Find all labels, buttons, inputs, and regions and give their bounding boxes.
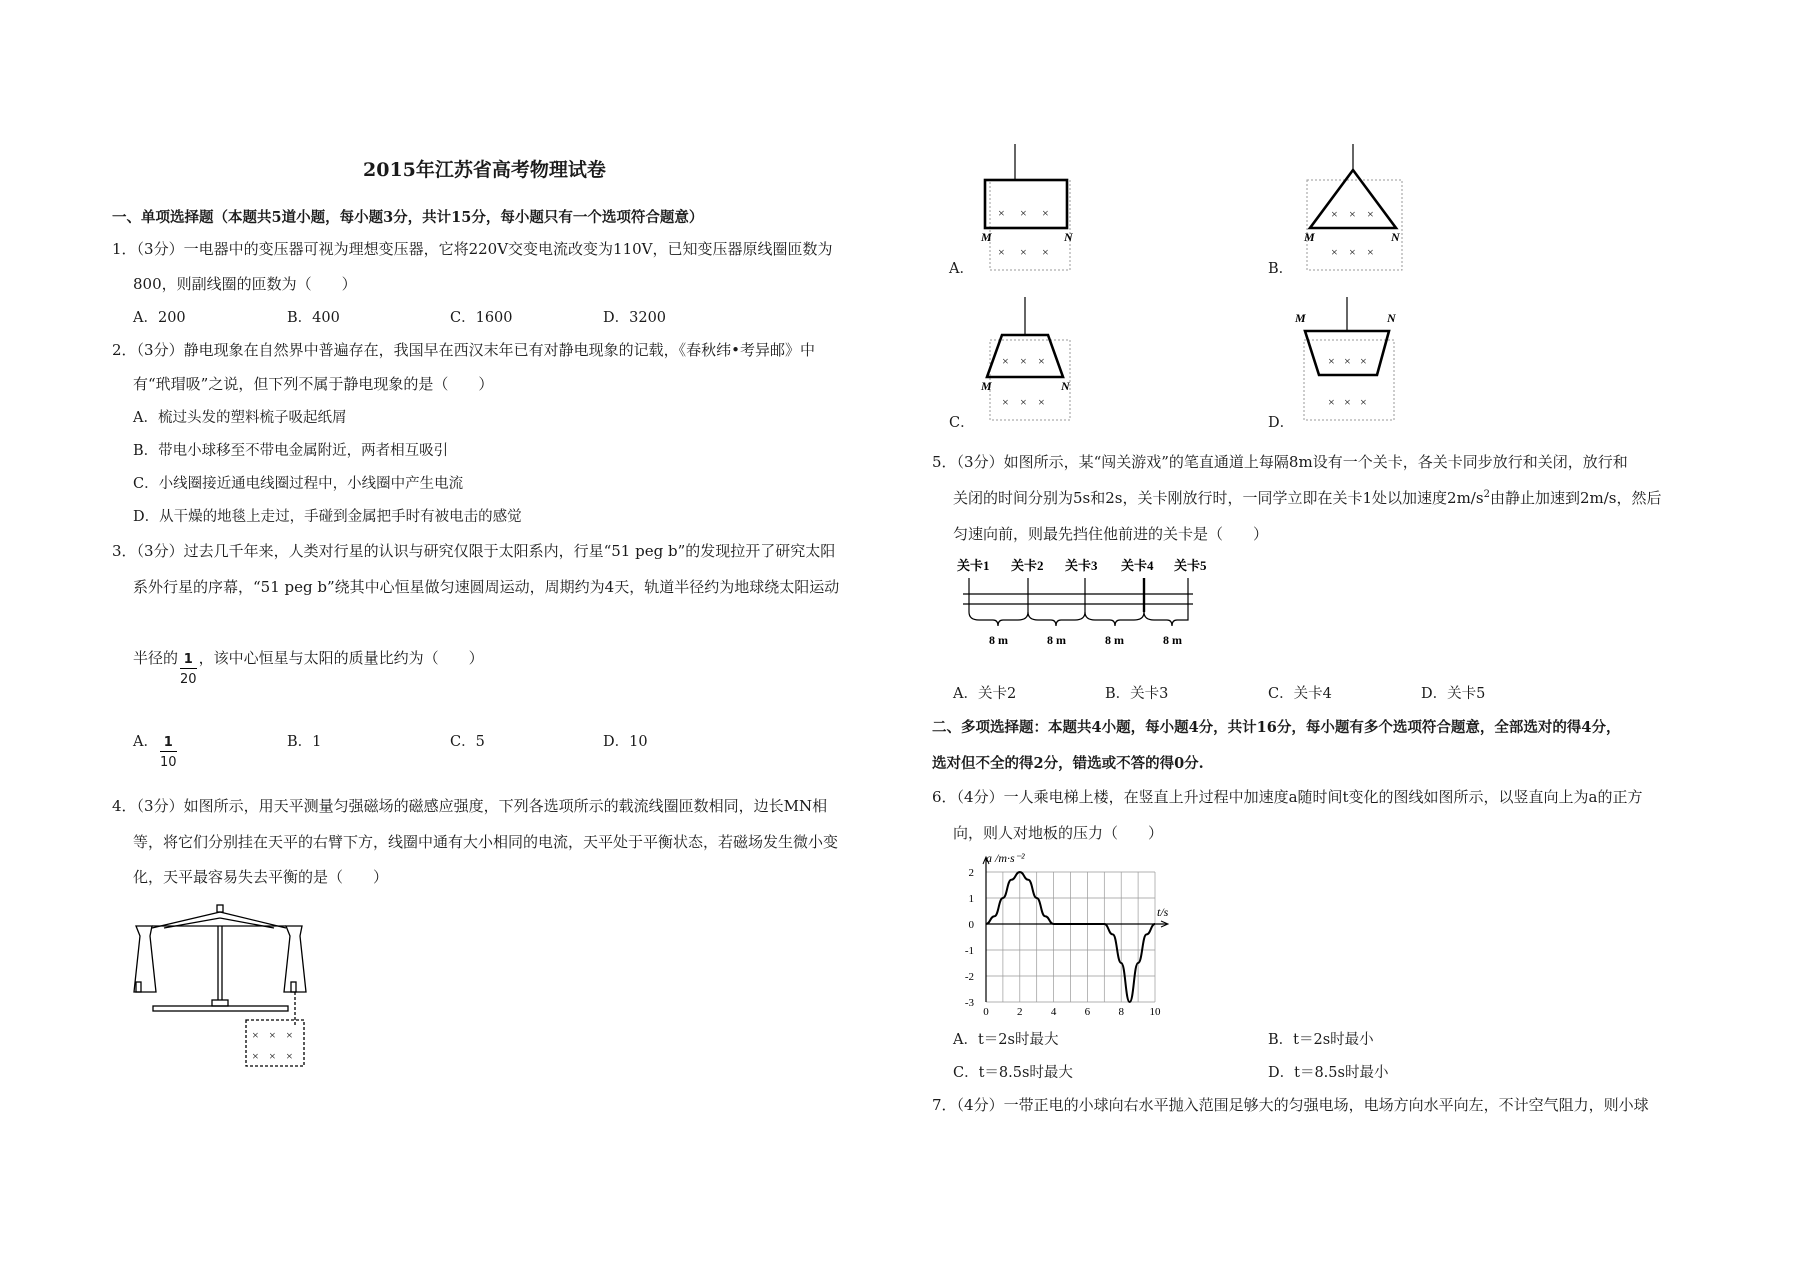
q2-line1: 2．（3分）静电现象在自然界中普遍存在，我国早在西汉末年已有对静电现象的记载，《春秋纬•考异邮》中 xyxy=(112,341,815,359)
field-cross: × xyxy=(286,1049,293,1063)
x-tick-label: 8 xyxy=(1118,1006,1124,1018)
acceleration-chart xyxy=(950,850,1180,1018)
field-cross: × xyxy=(269,1028,276,1042)
section2-line2: 选对但不全的得2分，错选或不答的得0分. xyxy=(932,755,1204,772)
chart-grid xyxy=(986,872,1155,1002)
section1-heading: 一、单项选择题（本题共5道小题，每小题3分，共计15分，每小题只有一个选项符合题意） xyxy=(112,209,704,226)
y-tick-label: 0 xyxy=(968,919,974,931)
q5-line3: 匀速向前，则最先挡住他前进的关卡是（ ） xyxy=(953,525,1269,543)
y-tick-label: -1 xyxy=(964,945,974,957)
page-title: 2015年江苏省高考物理试卷 xyxy=(363,159,606,181)
q4-option-b-label: B． xyxy=(1268,261,1294,277)
q3-option-d: D．10 xyxy=(603,734,648,750)
gate-label-2: 关卡2 xyxy=(1011,558,1044,573)
q5-option-b: B．关卡3 xyxy=(1105,686,1169,702)
q1-option-d: D．3200 xyxy=(603,310,667,326)
q1-line1: 1．（3分）一电器中的变压器可视为理想变压器，它将220V交变电流改变为110V，已知变压器原线圈匝数为 xyxy=(112,240,833,258)
section2-line1: 二、多项选择题：本题共4小题，每小题4分，共计16分，每小题有多个选项符合题意，全部选对的得4分， xyxy=(932,719,1621,736)
q1-option-a: A．200 xyxy=(133,310,186,326)
q5-line2-post: 由静止加速到2m/s，然后 xyxy=(1489,489,1662,507)
field-cross: × xyxy=(1002,354,1009,368)
balance-figure xyxy=(128,900,313,1070)
q6-option-b: B．t＝2s时最小 xyxy=(1268,1032,1374,1048)
q1-option-c: C．1600 xyxy=(450,310,513,326)
field-cross: × xyxy=(998,206,1005,220)
field-cross: × xyxy=(1020,206,1027,220)
field-cross: × xyxy=(1328,354,1335,368)
field-cross: × xyxy=(1344,354,1351,368)
q5-line2-sup: 2 xyxy=(1483,489,1490,500)
field-cross: × xyxy=(1344,395,1351,409)
q1-option-b: B．400 xyxy=(287,310,340,326)
q5-option-c: C．关卡4 xyxy=(1268,686,1332,702)
chart-x-axis-label: t/s xyxy=(1157,905,1169,919)
field-cross: × xyxy=(1360,395,1367,409)
field-cross: × xyxy=(1349,245,1356,259)
field-cross: × xyxy=(1360,354,1367,368)
field-cross: × xyxy=(1367,207,1374,221)
coil-figure-d xyxy=(1292,295,1402,430)
q2-option-d: D．从干燥的地毯上走过，手碰到金属把手时有被电击的感觉 xyxy=(133,509,522,525)
coil-figure-a xyxy=(975,140,1075,275)
q3-option-a-num: 1 xyxy=(160,736,177,752)
field-cross: × xyxy=(1038,395,1045,409)
field-cross: × xyxy=(252,1049,259,1063)
x-tick-label: 0 xyxy=(983,1006,989,1018)
y-tick-label: 2 xyxy=(968,867,974,879)
right-column xyxy=(920,0,1815,1282)
field-cross: × xyxy=(1042,245,1049,259)
field-cross: × xyxy=(1367,245,1374,259)
q6-line1: 6．（4分）一人乘电梯上楼，在竖直上升过程中加速度a随时间t变化的图线如图所示，以竖直向上为a的正方 xyxy=(932,788,1643,806)
x-tick-label: 4 xyxy=(1050,1006,1057,1018)
balance-field-crosses xyxy=(252,1028,293,1063)
y-tick-label: -2 xyxy=(964,971,974,983)
q4-line3: 化，天平最容易失去平衡的是（ ） xyxy=(133,868,389,886)
x-tick-label: 6 xyxy=(1084,1006,1091,1018)
field-cross: × xyxy=(998,245,1005,259)
chart-axes xyxy=(983,857,1168,1002)
chart-y-axis-label: a /m·s⁻² xyxy=(986,851,1025,865)
q5-line2 xyxy=(953,487,1661,508)
label-n: N xyxy=(1061,379,1070,393)
coil-figure-b xyxy=(1292,140,1412,275)
gate-label-4: 关卡4 xyxy=(1121,558,1154,573)
field-cross: × xyxy=(1020,354,1027,368)
label-n: N xyxy=(1391,230,1400,244)
q3-fraction-num: 1 xyxy=(180,653,197,669)
spacing-label: 8 m xyxy=(1105,633,1124,647)
q3-option-a xyxy=(133,730,179,769)
q3-line2: 系外行星的序幕，“51 peg b”绕其中心恒星做匀速圆周运动，周期约为4天，轨道半径约为地球绕太阳运动 xyxy=(133,578,840,596)
q5-line2-pre: 关闭的时间分别为5s和2s，关卡刚放行时，一同学立即在关卡1处以加速度2m/s xyxy=(953,489,1484,507)
x-tick-label: 10 xyxy=(1149,1006,1161,1018)
q3-line3-post: ，该中心恒星与太阳的质量比约为（ ） xyxy=(198,649,484,667)
q4-option-d-label: D． xyxy=(1268,415,1295,431)
q3-line3-pre: 半径的 xyxy=(133,649,179,667)
label-m: M xyxy=(981,230,992,244)
q5-line1: 5．（3分）如图所示，某“闯关游戏”的笔直通道上每隔8m设有一个关卡，各关卡同步放行和关闭，放行和 xyxy=(932,453,1628,471)
q6-line2: 向，则人对地板的压力（ ） xyxy=(953,824,1164,842)
field-cross: × xyxy=(1038,354,1045,368)
label-m: M xyxy=(1304,230,1315,244)
coil-figure-c xyxy=(975,295,1075,430)
q5-option-a: A．关卡2 xyxy=(953,686,1017,702)
q6-option-d: D．t＝8.5s时最小 xyxy=(1268,1065,1389,1081)
y-tick-label: -3 xyxy=(964,997,974,1009)
gate-label-1: 关卡1 xyxy=(957,558,990,573)
field-cross: × xyxy=(252,1028,259,1042)
q2-option-a: A．梳过头发的塑料梳子吸起纸屑 xyxy=(133,410,347,426)
field-cross: × xyxy=(1042,206,1049,220)
gate-label-3: 关卡3 xyxy=(1065,558,1098,573)
label-m: M xyxy=(1295,311,1306,325)
q4-line2: 等，将它们分别挂在天平的右臂下方，线圈中通有大小相同的电流，天平处于平衡状态，若磁场发生微小变 xyxy=(133,833,839,851)
q3-option-c: C．5 xyxy=(450,734,485,750)
spacing-label: 8 m xyxy=(1163,633,1182,647)
field-cross: × xyxy=(1002,395,1009,409)
q4-line1: 4．（3分）如图所示，用天平测量匀强磁场的磁感应强度，下列各选项所示的载流线圈匝数相同，边长MN相 xyxy=(112,797,828,815)
spacing-label: 8 m xyxy=(1047,633,1066,647)
q5-option-d: D．关卡5 xyxy=(1421,686,1486,702)
label-m: M xyxy=(981,379,992,393)
q3-fraction xyxy=(180,653,197,686)
spacing-label: 8 m xyxy=(989,633,1008,647)
field-cross: × xyxy=(1020,245,1027,259)
q7-line1: 7．（4分）一带正电的小球向右水平抛入范围足够大的匀强电场，电场方向水平向左，不计空气阻力，则小球 xyxy=(932,1096,1649,1114)
q4-option-c-label: C． xyxy=(949,415,975,431)
y-tick-label: 1 xyxy=(968,893,974,905)
q2-line2: 有“玳瑁吸”之说，但下列不属于静电现象的是（ ） xyxy=(133,375,494,393)
field-cross: × xyxy=(286,1028,293,1042)
field-cross: × xyxy=(1328,395,1335,409)
field-cross: × xyxy=(269,1049,276,1063)
q2-option-c: C．小线圈接近通电线圈过程中，小线圈中产生电流 xyxy=(133,476,464,492)
label-n: N xyxy=(1064,230,1073,244)
gates-figure xyxy=(955,552,1207,652)
q3-option-a-den: 10 xyxy=(159,755,177,770)
field-cross: × xyxy=(1020,395,1027,409)
field-cross: × xyxy=(1331,207,1338,221)
q6-option-c: C．t＝8.5s时最大 xyxy=(953,1065,1073,1081)
field-cross: × xyxy=(1331,245,1338,259)
q4-option-a-label: A． xyxy=(949,261,974,277)
x-tick-label: 2 xyxy=(1017,1006,1023,1018)
label-n: N xyxy=(1387,311,1396,325)
field-cross: × xyxy=(1349,207,1356,221)
q3-line3 xyxy=(133,647,484,686)
q3-option-a-label: A． xyxy=(133,734,158,750)
gate-label-5: 关卡5 xyxy=(1174,558,1207,573)
q3-line1: 3．（3分）过去几千年来，人类对行星的认识与研究仅限于太阳系内，行星“51 peg b”的发现拉开了研究太阳 xyxy=(112,542,836,560)
q3-option-b: B．1 xyxy=(287,734,322,750)
q2-option-b: B．带电小球移至不带电金属附近，两者相互吸引 xyxy=(133,443,449,459)
q3-option-a-fraction xyxy=(160,736,177,769)
q6-option-a: A．t＝2s时最大 xyxy=(953,1032,1059,1048)
q3-fraction-den: 20 xyxy=(180,672,197,687)
q1-line2: 800，则副线圈的匝数为（ ） xyxy=(133,275,357,293)
